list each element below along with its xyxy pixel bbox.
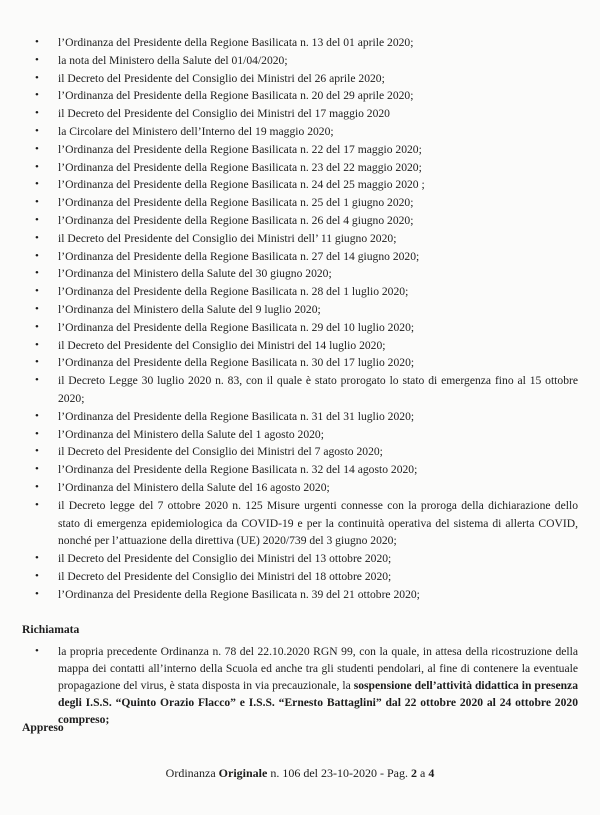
list-item bbox=[0, 87, 600, 105]
list-item-text: il Decreto del Presidente del Consiglio dei Ministri del 26 aprile 2020; bbox=[58, 71, 385, 85]
list-item bbox=[0, 426, 600, 444]
bullet-icon: • bbox=[35, 320, 39, 333]
list-item bbox=[0, 159, 600, 177]
bullet-icon: • bbox=[35, 249, 39, 262]
appreso-heading: Appreso bbox=[22, 721, 64, 734]
list-item-text: il Decreto del Presidente del Consiglio dei Ministri del 18 ottobre 2020; bbox=[58, 569, 392, 583]
bullet-icon: • bbox=[35, 231, 39, 244]
list-item bbox=[0, 141, 600, 159]
list-item bbox=[0, 337, 600, 355]
list-item bbox=[0, 176, 600, 194]
bullet-icon: • bbox=[35, 445, 39, 458]
list-item bbox=[0, 283, 600, 301]
list-item bbox=[0, 568, 600, 586]
bullet-icon: • bbox=[35, 338, 39, 351]
bullet-icon: • bbox=[35, 498, 39, 511]
footer-original: Originale bbox=[218, 766, 268, 780]
list-item bbox=[0, 301, 600, 319]
list-item-text: l’Ordinanza del Presidente della Regione Basilicata n. 23 del 22 maggio 2020; bbox=[58, 160, 422, 174]
list-item bbox=[0, 105, 600, 123]
list-item bbox=[0, 123, 600, 141]
bullet-icon: • bbox=[35, 53, 39, 66]
list-item-text: l’Ordinanza del Presidente della Regione Basilicata n. 27 del 14 giugno 2020; bbox=[58, 249, 420, 263]
bullet-icon: • bbox=[35, 356, 39, 369]
list-item-text: l’Ordinanza del Presidente della Regione Basilicata n. 31 del 31 luglio 2020; bbox=[58, 409, 415, 423]
list-item-text: l’Ordinanza del Presidente della Regione Basilicata n. 30 del 17 luglio 2020; bbox=[58, 356, 415, 370]
list-item bbox=[0, 265, 600, 283]
provisions-list bbox=[0, 34, 600, 604]
bullet-icon: • bbox=[35, 463, 39, 476]
list-item bbox=[0, 408, 600, 426]
list-item bbox=[0, 643, 600, 728]
bullet-icon: • bbox=[35, 552, 39, 565]
footer-prefix: Ordinanza bbox=[165, 766, 219, 780]
list-item bbox=[0, 372, 600, 408]
list-item-text: l’Ordinanza del Presidente della Regione Basilicata n. 13 del 01 aprile 2020; bbox=[58, 36, 414, 49]
bullet-icon: • bbox=[35, 409, 39, 422]
richiamata-text-bold: sospensione dell’attività didattica in presenza degli I.S.S. “Quinto Orazio Flacco” e I.S.S. “Ernesto Battaglini” dal 22 ottobre 2020 al 24 ottobre 2020 compreso; bbox=[58, 679, 578, 726]
bullet-icon: • bbox=[35, 569, 39, 582]
list-item-text: il Decreto del Presidente del Consiglio dei Ministri del 17 maggio 2020 bbox=[58, 107, 390, 121]
list-item-text: l’Ordinanza del Ministero della Salute del 9 luglio 2020; bbox=[58, 302, 321, 316]
list-item bbox=[0, 34, 600, 52]
bullet-icon: • bbox=[35, 427, 39, 440]
bullet-icon: • bbox=[35, 124, 39, 137]
bullet-icon: • bbox=[35, 142, 39, 155]
list-item bbox=[0, 586, 600, 604]
bullet-icon: • bbox=[35, 480, 39, 493]
footer-page-total: 4 bbox=[428, 766, 435, 780]
richiamata-heading: Richiamata bbox=[22, 623, 80, 636]
list-item-text: l’Ordinanza del Presidente della Regione Basilicata n. 25 del 1 giugno 2020; bbox=[58, 196, 414, 210]
footer-sep: a bbox=[416, 766, 429, 780]
list-item bbox=[0, 70, 600, 88]
list-item-text: il Decreto del Presidente del Consiglio dei Ministri del 13 ottobre 2020; bbox=[58, 552, 392, 566]
richiamata-text-plain: la propria precedente Ordinanza n. 78 del 22.10.2020 RGN 99, con la quale, in attesa della ricostruzione della mappa dei contatti all’interno della Scuola ed anche tra gli studenti pendolari, al fine di contenere la eventuale propagazione del virus, è stata disposta in via precauzionale, la bbox=[58, 645, 578, 692]
list-item bbox=[0, 230, 600, 248]
list-item-text: l’Ordinanza del Presidente della Regione Basilicata n. 20 del 29 aprile 2020; bbox=[58, 89, 414, 103]
list-item-text: il Decreto del Presidente del Consiglio dei Ministri del 7 agosto 2020; bbox=[58, 445, 383, 459]
bullet-icon: • bbox=[35, 178, 39, 191]
richiamata-list bbox=[0, 643, 600, 728]
list-item bbox=[0, 248, 600, 266]
list-item-text: l’Ordinanza del Presidente della Regione Basilicata n. 29 del 10 luglio 2020; bbox=[58, 320, 415, 334]
bullet-icon: • bbox=[35, 107, 39, 120]
list-item bbox=[0, 212, 600, 230]
list-item bbox=[0, 479, 600, 497]
list-item bbox=[0, 354, 600, 372]
bullet-icon: • bbox=[35, 213, 39, 226]
list-item-text: l’Ordinanza del Presidente della Regione Basilicata n. 39 del 21 ottobre 2020; bbox=[58, 587, 420, 601]
list-item-text: il Decreto legge del 7 ottobre 2020 n. 125 Misure urgenti connesse con la proroga della dichiarazione dello stato di emergenza epidemiologica da COVID-19 e per la continuità operativa del sistema di allerta COVID, nonché per l’attuazione della direttiva (UE) 2020/739 del 3 giugno 2020; bbox=[58, 498, 578, 548]
bullet-icon: • bbox=[35, 374, 39, 387]
bullet-icon: • bbox=[35, 36, 39, 48]
list-item-text: l’Ordinanza del Presidente della Regione Basilicata n. 28 del 1 luglio 2020; bbox=[58, 285, 409, 299]
list-item-text: l’Ordinanza del Presidente della Regione Basilicata n. 26 del 4 giugno 2020; bbox=[58, 213, 414, 227]
richiamata-text bbox=[58, 643, 578, 728]
list-item-text: l’Ordinanza del Ministero della Salute del 1 agosto 2020; bbox=[58, 427, 324, 441]
bullet-icon: • bbox=[35, 267, 39, 280]
list-item-text: l’Ordinanza del Presidente della Regione Basilicata n. 32 del 14 agosto 2020; bbox=[58, 463, 418, 477]
list-item bbox=[0, 194, 600, 212]
bullet-icon: • bbox=[35, 196, 39, 209]
list-item bbox=[0, 461, 600, 479]
list-item-text: il Decreto Legge 30 luglio 2020 n. 83, con il quale è stato prorogato lo stato di emergenza fino al 15 ottobre 2020; bbox=[58, 374, 578, 405]
bullet-icon: • bbox=[35, 645, 39, 657]
page-footer bbox=[0, 766, 600, 781]
footer-page-current: 2 bbox=[410, 766, 417, 780]
list-item-text: l’Ordinanza del Presidente della Regione Basilicata n. 22 del 17 maggio 2020; bbox=[58, 142, 422, 156]
list-item-text: l’Ordinanza del Ministero della Salute del 30 giugno 2020; bbox=[58, 267, 332, 281]
list-item-text: la nota del Ministero della Salute del 01/04/2020; bbox=[58, 53, 288, 67]
bullet-icon: • bbox=[35, 587, 39, 600]
bullet-icon: • bbox=[35, 302, 39, 315]
bullet-icon: • bbox=[35, 89, 39, 102]
list-item-text: l’Ordinanza del Ministero della Salute del 16 agosto 2020; bbox=[58, 480, 330, 494]
list-item bbox=[0, 443, 600, 461]
list-item bbox=[0, 497, 600, 550]
bullet-icon: • bbox=[35, 285, 39, 298]
bullet-icon: • bbox=[35, 71, 39, 84]
list-item bbox=[0, 550, 600, 568]
list-item-text: la Circolare del Ministero dell’Interno del 19 maggio 2020; bbox=[58, 124, 334, 138]
list-item bbox=[0, 319, 600, 337]
bullet-icon: • bbox=[35, 160, 39, 173]
list-item bbox=[0, 52, 600, 70]
list-item-text: il Decreto del Presidente del Consiglio dei Ministri dell’ 11 giugno 2020; bbox=[58, 231, 397, 245]
footer-middle: n. 106 del 23-10-2020 - Pag. bbox=[267, 766, 411, 780]
list-item-text: il Decreto del Presidente del Consiglio dei Ministri del 14 luglio 2020; bbox=[58, 338, 386, 352]
list-item-text: l’Ordinanza del Presidente della Regione Basilicata n. 24 del 25 maggio 2020 ; bbox=[58, 178, 425, 192]
